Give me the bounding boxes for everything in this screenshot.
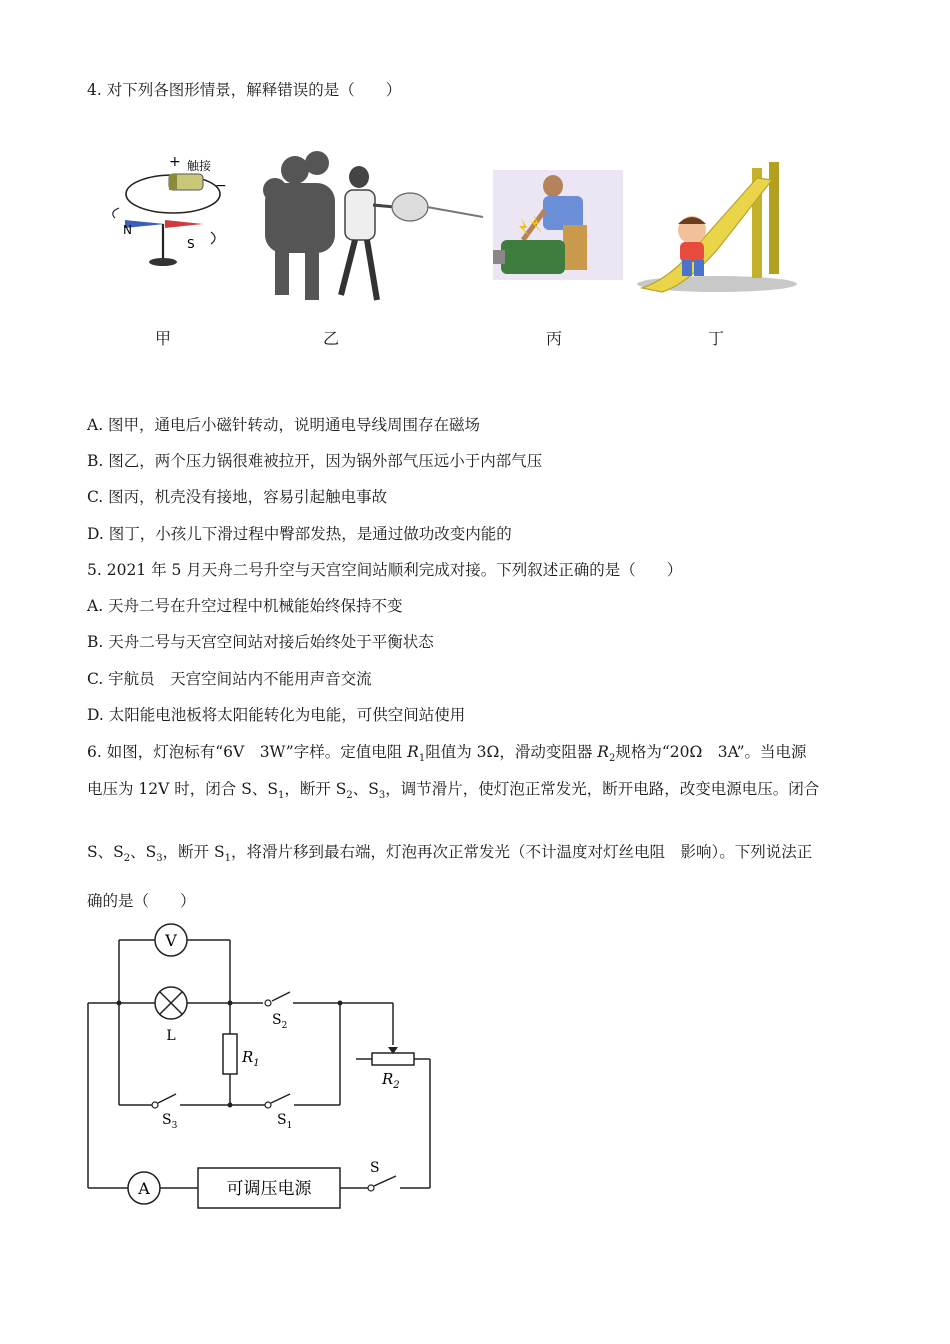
rotate-arrow-left (113, 208, 119, 218)
q6-text: 阻值为 3Ω，滑动变阻器 (425, 743, 598, 761)
s1-label: $S_1$ (277, 1112, 293, 1131)
sub: 2 (123, 853, 131, 865)
sub: 3 (156, 853, 163, 865)
figure-jia-magnet (105, 148, 240, 273)
voltmeter-label: V (165, 931, 177, 950)
s2-label: $S_2$ (272, 1012, 288, 1031)
power-supply-label: 可调压电源 (226, 1179, 312, 1199)
q6-text: 电压为 12V 时，闭合 S、S (87, 780, 278, 798)
runner-body (345, 190, 375, 240)
slide-ladder-2 (769, 162, 779, 274)
r2-sub: 2 (608, 753, 616, 765)
child-leg-1 (682, 260, 692, 276)
q5-option-c: C. 宇航员 天宫空间站内不能用声音交流 (87, 670, 372, 688)
ammeter-label: A (138, 1179, 150, 1198)
q6-text: ，调节滑片，使灯泡正常发光，断开电路，改变电源电压。闭合 (385, 780, 820, 798)
touch-label: 触接 (187, 159, 212, 173)
motor-shaft (493, 250, 505, 264)
q6-text: 、S (352, 780, 379, 798)
q6-text: 规格为“20Ω 3A”。当电源 (615, 743, 807, 761)
q6-line-2 (87, 779, 819, 806)
label-bing: 丙 (546, 329, 563, 348)
pole-s: S (187, 237, 195, 251)
q6-line-1 (87, 742, 807, 769)
r1-sub: 1 (418, 753, 426, 765)
runner-leg-2 (367, 240, 377, 300)
q6-line-3 (87, 842, 812, 869)
runner-head (349, 166, 369, 188)
minus-sign: − (215, 178, 227, 194)
s3-label: $S_3$ (162, 1112, 178, 1131)
sub: 2 (346, 790, 353, 802)
man-pants (563, 225, 587, 270)
r2-label: $R_2$ (382, 1070, 400, 1091)
stand-base (149, 258, 177, 266)
r1-symbol: R (407, 743, 419, 761)
man-head (543, 175, 563, 197)
child-shirt (680, 242, 704, 262)
q6-text: ，将滑片移到最右端，灯泡再次正常发光（不计温度对灯丝电阻 影响）。下列说法正 (231, 843, 813, 861)
man-shirt (543, 196, 583, 230)
q4-option-d: D. 图丁，小孩儿下滑过程中臀部发热，是通过做功改变内能的 (87, 525, 512, 543)
q6-text: ，断开 S (284, 780, 347, 798)
figure-bing-shock (493, 170, 623, 280)
q5-option-a: A. 天舟二号在升空过程中机械能始终保持不变 (87, 597, 403, 615)
sub: 1 (277, 790, 285, 802)
q6-text: 、S (130, 843, 157, 861)
r1-label: $R_1$ (242, 1048, 260, 1069)
q5-option-d: D. 太阳能电池板将太阳能转化为电能，可供空间站使用 (87, 706, 466, 724)
rotate-arrow-right (211, 232, 215, 244)
q4-option-c: C. 图丙，机壳没有接地，容易引起触电事故 (87, 488, 388, 506)
label-jia: 甲 (155, 329, 172, 348)
r2-rheostat (372, 1053, 414, 1065)
motor-body (501, 240, 565, 274)
sub: 3 (378, 790, 386, 802)
q6-line-4: 确的是（ ） (87, 892, 196, 910)
pole-n: N (123, 223, 132, 237)
needle-s-half (165, 220, 203, 228)
pull-rope (427, 207, 483, 217)
r2-symbol: R (597, 743, 609, 761)
q5-stem: 5. 2021 年 5 月天舟二号升空与天宫空间站顺利完成对接。下列叙述正确的是（ ） (87, 561, 683, 579)
figure-ding-slide (632, 160, 797, 295)
q4-option-b: B. 图乙，两个压力锅很难被拉开，因为锅外部气压远小于内部气压 (87, 452, 543, 470)
q6-text: ，断开 S (162, 843, 225, 861)
label-ding: 丁 (708, 329, 725, 348)
q6-text: S、S (87, 843, 124, 861)
q4-option-a: A. 图甲，通电后小磁针转动，说明通电导线周围存在磁场 (87, 416, 481, 434)
q5-option-b: B. 天舟二号与天宫空间站对接后始终处于平衡状态 (87, 633, 434, 651)
figure-yi-pulling (255, 145, 485, 310)
circuit-diagram (80, 920, 450, 1220)
child-leg-2 (694, 260, 704, 276)
sub: 1 (224, 853, 232, 865)
child-hair (678, 217, 706, 224)
battery-cap (169, 174, 177, 190)
crowd-silhouette (263, 151, 335, 300)
label-yi: 乙 (323, 329, 340, 348)
pressure-cooker (392, 193, 428, 221)
s-label: S (370, 1160, 380, 1176)
r1-resistor (223, 1034, 237, 1074)
q6-text: 6. 如图，灯泡标有“6V 3W”字样。定值电阻 (87, 743, 408, 761)
lamp-label: L (166, 1028, 176, 1044)
plus-sign: + (169, 154, 181, 170)
q4-stem: 4. 对下列各图形情景，解释错误的是（ ） (87, 81, 402, 99)
runner-leg-1 (341, 240, 355, 295)
